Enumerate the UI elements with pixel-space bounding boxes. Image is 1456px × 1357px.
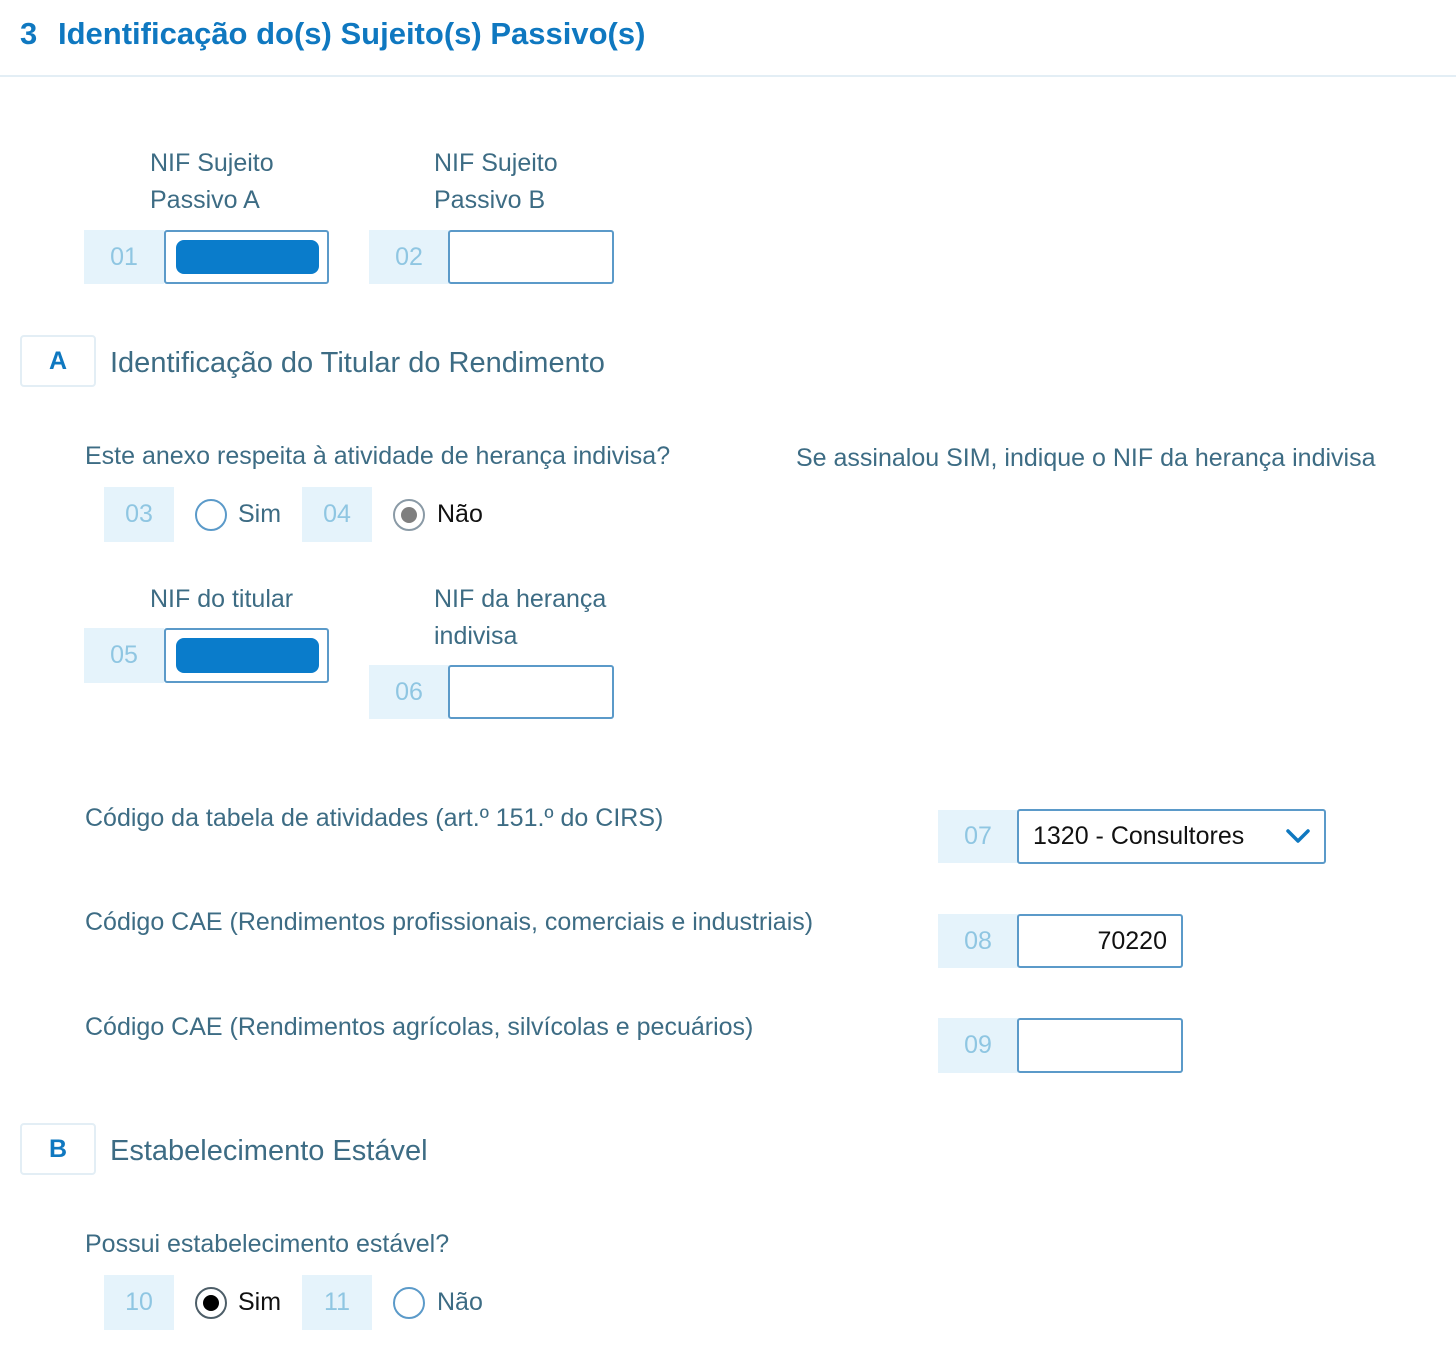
chevron-down-icon <box>1285 827 1311 845</box>
nif-a-label-line2: Passivo A <box>150 186 260 214</box>
radio-heranca-sim[interactable] <box>195 499 227 531</box>
radio-heranca-nao[interactable] <box>393 499 425 531</box>
field-code-11: 11 <box>302 1275 372 1330</box>
subsection-a-title: Identificação do Titular do Rendimento <box>110 347 605 379</box>
field-code-07: 07 <box>938 810 1018 863</box>
heranca-hint: Se assinalou SIM, indique o NIF da herança indivisa <box>796 444 1376 472</box>
nif-titular-label: NIF do titular <box>150 585 294 613</box>
atividades-select[interactable] <box>1017 809 1326 864</box>
section-header <box>0 0 1456 77</box>
nif-a-label <box>150 145 274 219</box>
radio-estabelecimento-sim[interactable] <box>195 1287 227 1319</box>
redacted-value <box>176 240 319 274</box>
radio-selected-dot <box>203 1295 219 1311</box>
radio-heranca-nao-label: Não <box>437 500 483 528</box>
nif-heranca-label <box>434 581 606 655</box>
field-code-08: 08 <box>938 914 1018 968</box>
nif-titular-input[interactable] <box>164 628 329 683</box>
subsection-a-letter: A <box>20 335 96 387</box>
field-code-06: 06 <box>369 665 449 719</box>
atividades-selected-value: 1320 - Consultores <box>1033 822 1245 850</box>
cae-prof-value: 70220 <box>1097 926 1167 955</box>
cae-prof-label: Código CAE (Rendimentos profissionais, comerciais e industriais) <box>85 908 814 936</box>
cae-prof-input[interactable] <box>1017 914 1183 968</box>
section-number: 3 <box>20 16 38 51</box>
nif-heranca-label-line1: NIF da herança <box>434 585 607 613</box>
field-code-03: 03 <box>104 487 174 542</box>
subsection-b-title: Estabelecimento Estável <box>110 1135 428 1167</box>
radio-estabelecimento-nao[interactable] <box>393 1287 425 1319</box>
estabelecimento-question: Possui estabelecimento estável? <box>85 1230 450 1258</box>
radio-estabelecimento-nao-label: Não <box>437 1288 483 1316</box>
cae-agri-input[interactable] <box>1017 1018 1183 1073</box>
nif-b-label <box>434 145 558 219</box>
nif-heranca-label-line2: indivisa <box>434 622 518 650</box>
field-code-10: 10 <box>104 1275 174 1330</box>
radio-heranca-sim-label: Sim <box>238 500 282 528</box>
nif-heranca-input[interactable] <box>448 665 614 719</box>
nif-a-input[interactable] <box>164 230 329 284</box>
redacted-value <box>176 638 319 673</box>
subsection-b-letter: B <box>20 1123 96 1175</box>
nif-b-label-line2: Passivo B <box>434 186 546 214</box>
heranca-question: Este anexo respeita à atividade de herança indivisa? <box>85 442 671 470</box>
section-title: Identificação do(s) Sujeito(s) Passivo(s) <box>58 16 646 51</box>
atividades-label: Código da tabela de atividades (art.º 151.º do CIRS) <box>85 804 664 832</box>
field-code-09: 09 <box>938 1018 1018 1073</box>
nif-a-label-line1: NIF Sujeito <box>150 149 274 177</box>
nif-b-input[interactable] <box>448 230 614 284</box>
field-code-01: 01 <box>84 230 164 284</box>
field-code-02: 02 <box>369 230 449 284</box>
field-code-04: 04 <box>302 487 372 542</box>
field-code-05: 05 <box>84 628 164 683</box>
nif-b-label-line1: NIF Sujeito <box>434 149 558 177</box>
radio-selected-dot <box>401 507 417 523</box>
cae-agri-label: Código CAE (Rendimentos agrícolas, silvícolas e pecuários) <box>85 1013 754 1041</box>
radio-estabelecimento-sim-label: Sim <box>238 1288 282 1316</box>
